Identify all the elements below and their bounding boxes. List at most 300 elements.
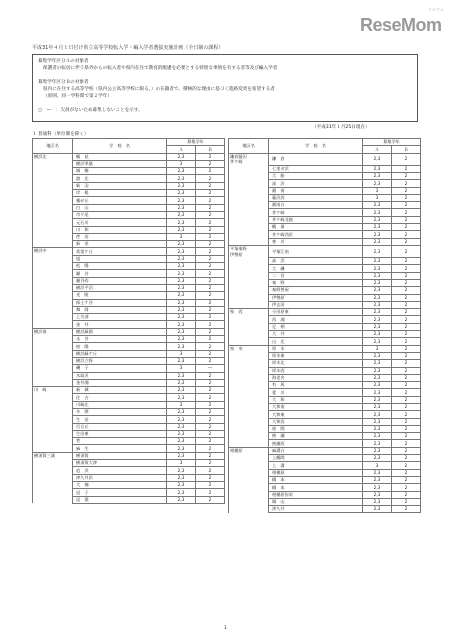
table-row (229, 209, 421, 216)
grade-b: 2 (392, 301, 421, 308)
grade-b: 2 (392, 455, 421, 462)
grade-a: 2,3 (363, 338, 392, 345)
school-name: 瀬谷西 (73, 277, 167, 284)
grade-a: 2,3 (167, 408, 196, 415)
school-name: 菅 (73, 438, 167, 445)
table-row (33, 190, 225, 197)
grade-a: 2,3 (167, 423, 196, 430)
grade-a: 2,3 (167, 489, 196, 496)
grade-b: 2 (196, 430, 225, 437)
school-name: 鶴 見 (73, 153, 167, 160)
grade-b: 2 (392, 338, 421, 345)
area-name: 鎌倉藤沢 茅ケ崎 (229, 153, 269, 165)
grade-a: 2,3 (363, 396, 392, 403)
grade-a: 2,3 (167, 379, 196, 386)
school-name: 厚 木 (269, 345, 363, 352)
grade-a: 3 (167, 350, 196, 357)
notes-line: 保護者の転居に伴う県外からの転入者や県内在住で教育的配慮を必要とする特別な事情を有する者等及び編入学者 (43, 66, 278, 71)
school-name: 平塚江南 (269, 245, 363, 257)
table-row (229, 301, 421, 308)
table-row (229, 216, 421, 223)
grade-b: 2 (392, 382, 421, 389)
grade-b: 2 (392, 462, 421, 469)
grade-a: 2,3 (167, 153, 196, 160)
grade-b: 2 (392, 287, 421, 294)
grade-a: 2,3 (363, 433, 392, 440)
grade-b: 2 (392, 265, 421, 272)
school-name: 小田原東 (269, 309, 363, 316)
school-name: 瀬 谷 (73, 270, 167, 277)
document-title: 平成31年４月１日付け県立高等学校転入学・編入学者選抜実施計画（全日制の課程） (32, 45, 224, 51)
notes-line: 募集学年区分Ｂの対象者 (38, 80, 89, 85)
grade-b: 2 (196, 357, 225, 364)
grade-a: 2,3 (167, 357, 196, 364)
grade-a: 2,3 (363, 172, 392, 179)
grade-a: 2,3 (167, 445, 196, 452)
grade-a: 2,3 (363, 447, 392, 454)
table-row (33, 219, 225, 226)
grade-a: 2,3 (363, 209, 392, 216)
table-row (229, 345, 421, 352)
table-row (33, 474, 225, 481)
grade-a: 2,3 (363, 294, 392, 301)
grade-a: 2,3 (363, 323, 392, 330)
school-name: 高 浜 (269, 258, 363, 265)
area-name: 横須賀三浦 (33, 452, 73, 459)
grade-b: 2 (196, 306, 225, 313)
grade-b: 2 (392, 209, 421, 216)
area-name: 平塚秦野 伊勢原 (229, 245, 269, 257)
grade-b: 2 (196, 467, 225, 474)
grade-a: 3 (167, 160, 196, 167)
table-row (33, 438, 225, 445)
area-name: 横浜中 (33, 248, 73, 255)
grade-b: 2 (196, 292, 225, 299)
school-name: 横須賀大津 (73, 460, 167, 467)
grade-a: 3 (363, 194, 392, 201)
grade-b: 2 (196, 299, 225, 306)
grade-a: 2,3 (167, 204, 196, 211)
table-row (229, 231, 421, 238)
school-name: 大 楠 (73, 481, 167, 488)
grade-b: 2 (196, 496, 225, 503)
grade-b: 2 (392, 272, 421, 279)
grade-a: 2,3 (167, 438, 196, 445)
table-row (33, 408, 225, 415)
table-row (33, 489, 225, 496)
logo-text: ReseMom (360, 15, 442, 35)
grade-a: 2,3 (363, 265, 392, 272)
table-row (33, 226, 225, 233)
grade-a: 2,3 (167, 211, 196, 218)
grade-a: 2,3 (167, 219, 196, 226)
grade-a: 2,3 (363, 180, 392, 187)
table-row (229, 469, 421, 476)
grade-a: 2,3 (167, 182, 196, 189)
school-name: 川崎北 (73, 401, 167, 408)
table-row (229, 396, 421, 403)
grade-a: 2,3 (363, 287, 392, 294)
school-table-left (32, 138, 225, 504)
header-grade: 募集学年 (167, 139, 225, 146)
notes-box (32, 54, 418, 122)
table-row (229, 165, 421, 172)
grade-a: 2,3 (363, 469, 392, 476)
school-name: 横浜翠嵐 (73, 160, 167, 167)
grade-b: 2 (196, 489, 225, 496)
header-grade: 募集学年 (363, 139, 421, 146)
grade-b: 2 (196, 284, 225, 291)
school-name: 山 北 (269, 338, 363, 345)
school-name: 大和南 (269, 403, 363, 410)
table-row (229, 425, 421, 432)
school-name: 厚木北 (269, 360, 363, 367)
grade-b: 2 (392, 216, 421, 223)
table-row (33, 336, 225, 343)
school-name: 座 間 (269, 425, 363, 432)
notes-line (38, 72, 412, 79)
grade-b: 2 (392, 172, 421, 179)
school-name: 秦 野 (269, 279, 363, 286)
grade-a: 2,3 (363, 506, 392, 513)
table-row (33, 394, 225, 401)
as-of-date: （平成31年１月25日現在） (312, 125, 370, 130)
grade-b: 2 (196, 481, 225, 488)
table-row (229, 202, 421, 209)
grade-a: 2,3 (167, 336, 196, 343)
grade-a: 2,3 (363, 316, 392, 323)
table-row (33, 314, 225, 321)
school-name: 横浜緑園 (73, 328, 167, 335)
school-name: 鎌 倉 (269, 153, 363, 165)
resemom-logo (360, 7, 444, 36)
header-school: 学 校 名 (269, 139, 363, 154)
grade-a: 2,3 (167, 467, 196, 474)
table-row (229, 462, 421, 469)
grade-b: 2 (392, 323, 421, 330)
page-number: 1 (224, 626, 227, 631)
grade-b: 2 (196, 408, 225, 415)
school-name: 津久井浜 (73, 474, 167, 481)
grade-b: 2 (196, 460, 225, 467)
notes-line (38, 100, 412, 107)
school-name: 秦野曽屋 (269, 287, 363, 294)
table-row (33, 168, 225, 175)
table-row (33, 496, 225, 503)
grade-b: 2 (196, 160, 225, 167)
grade-b: 2 (196, 379, 225, 386)
table-row (33, 175, 225, 182)
school-name: 大 和 (269, 396, 363, 403)
school-name: 足 柄 (269, 323, 363, 330)
grade-b: 2 (392, 180, 421, 187)
school-name: 希望ケ丘 (73, 248, 167, 255)
school-name: 霧が丘 (73, 197, 167, 204)
grade-b: 2 (196, 255, 225, 262)
school-name: 新 城 (73, 387, 167, 394)
table-row (33, 328, 225, 335)
table-row (33, 270, 225, 277)
area-name: 相模原 (229, 447, 269, 454)
school-name: 逗 子 (73, 489, 167, 496)
school-name: 白 山 (73, 204, 167, 211)
grade-a: 2,3 (167, 175, 196, 182)
grade-a: 2,3 (363, 491, 392, 498)
school-name: 旭 (73, 255, 167, 262)
area-name: 横浜北 (33, 153, 73, 160)
area-name: 横浜南 (33, 328, 73, 335)
grade-a: 2,3 (167, 321, 196, 328)
grade-b: 2 (392, 294, 421, 301)
school-name: 有 馬 (269, 382, 363, 389)
grade-a: 2,3 (167, 387, 196, 394)
table-row (33, 284, 225, 291)
table-row (33, 211, 225, 218)
school-name: 大和西 (269, 418, 363, 425)
grade-b: 2 (196, 241, 225, 248)
grade-b: 2 (392, 202, 421, 209)
grade-a: 2,3 (167, 452, 196, 459)
table-row (229, 287, 421, 294)
school-name: 上矢部 (73, 314, 167, 321)
table-row (229, 309, 421, 316)
grade-b: 2 (392, 279, 421, 286)
grade-b: 2 (196, 219, 225, 226)
grade-b: 2 (196, 328, 225, 335)
school-name: 新 栄 (73, 241, 167, 248)
table-row (229, 265, 421, 272)
grade-b: 2 (392, 374, 421, 381)
table-row (33, 452, 225, 459)
school-name: 厚木西 (269, 367, 363, 374)
grade-b: 2 (392, 231, 421, 238)
table-row (229, 418, 421, 425)
table-row (33, 321, 225, 328)
table-row (33, 387, 225, 394)
grade-b: 2 (392, 331, 421, 338)
school-table-right (228, 138, 421, 513)
school-name: 舞 岡 (73, 306, 167, 313)
grade-b: 2 (196, 233, 225, 240)
grade-b: 2 (392, 491, 421, 498)
table-row (229, 153, 421, 165)
table-row (229, 491, 421, 498)
table-row (229, 360, 421, 367)
grade-b: 2 (196, 277, 225, 284)
grade-b: 2 (392, 316, 421, 323)
grade-a: 2,3 (363, 224, 392, 231)
grade-a: 2,3 (363, 374, 392, 381)
school-name: 柏 陽 (73, 343, 167, 350)
grade-a: 2,3 (363, 403, 392, 410)
school-name: 大 井 (269, 331, 363, 338)
table-row (33, 197, 225, 204)
table-row (229, 476, 421, 483)
grade-a: 2,3 (167, 277, 196, 284)
table-row (229, 447, 421, 454)
grade-a: 2,3 (167, 226, 196, 233)
grade-b: 2 (196, 153, 225, 160)
school-name: 市ケ尾 (73, 211, 167, 218)
grade-a: 2,3 (363, 238, 392, 245)
grade-a: 2,3 (167, 168, 196, 175)
grade-a: 2,3 (167, 394, 196, 401)
school-name: 橋 本 (269, 476, 363, 483)
school-name: 追 浜 (73, 467, 167, 474)
grade-b: 2 (196, 248, 225, 255)
notes-line: 県内に在住する高等学校（県内公立高等学校に限る。）の在籍者で、積極的な理由に基づく進路変更を希望する者 (43, 87, 275, 92)
school-name: 西 湘 (269, 316, 363, 323)
notes-line: ○ ― ：欠員がないため募集しないことを示す。 (38, 108, 143, 113)
table-row (229, 440, 421, 447)
grade-a: 2,3 (363, 309, 392, 316)
grade-b: 2 (196, 211, 225, 218)
grade-a: 2,3 (363, 258, 392, 265)
table-row (229, 389, 421, 396)
table-row (33, 365, 225, 372)
grade-b: 2 (196, 416, 225, 423)
table-row (229, 338, 421, 345)
grade-a: 3 (363, 345, 392, 352)
grade-a: 2,3 (363, 216, 392, 223)
table-row (33, 241, 225, 248)
table-row (33, 299, 225, 306)
grade-b: ― (196, 365, 225, 372)
table-row (229, 455, 421, 462)
grade-a: 3 (363, 187, 392, 194)
grade-b: 2 (392, 411, 421, 418)
grade-b: 2 (392, 389, 421, 396)
grade-b: 2 (196, 226, 225, 233)
grade-b: 2 (196, 190, 225, 197)
table-row (33, 401, 225, 408)
grade-b: 2 (392, 345, 421, 352)
grade-a: 2,3 (167, 197, 196, 204)
grade-b: 2 (392, 396, 421, 403)
table-row (229, 403, 421, 410)
school-name: 磯 子 (73, 365, 167, 372)
table-row (33, 343, 225, 350)
table-row (229, 180, 421, 187)
school-name: 鶴 嶺 (269, 224, 363, 231)
school-name: 湘 南 (269, 187, 363, 194)
grade-a: 2,3 (167, 292, 196, 299)
grade-b: 2 (392, 165, 421, 172)
school-name: 元石川 (73, 219, 167, 226)
table-row (33, 467, 225, 474)
school-name: 新 羽 (73, 182, 167, 189)
grade-b: 2 (196, 168, 225, 175)
school-name: 大 磯 (269, 265, 363, 272)
table-row (33, 372, 225, 379)
grade-b: 2 (392, 498, 421, 505)
grade-b: 2 (196, 401, 225, 408)
school-name: 伊志田 (269, 301, 363, 308)
school-name: 麻溝台 (269, 447, 363, 454)
school-name: 茅ケ崎西浜 (269, 231, 363, 238)
grade-b: 2 (392, 469, 421, 476)
school-name: 伊勢原 (269, 294, 363, 301)
table-row (33, 160, 225, 167)
header-b: Ｂ (196, 146, 225, 153)
grade-a: 2,3 (167, 270, 196, 277)
table-row (229, 172, 421, 179)
school-name: 寒 川 (269, 238, 363, 245)
table-row (33, 423, 225, 430)
grade-a: 3 (363, 462, 392, 469)
grade-a: 2,3 (167, 255, 196, 262)
school-name: 横浜立野 (73, 357, 167, 364)
grade-a: 2,3 (363, 476, 392, 483)
grade-b: 2 (196, 263, 225, 270)
grade-b: 2 (196, 474, 225, 481)
school-name: 綾瀬西 (269, 440, 363, 447)
grade-a: 2,3 (167, 284, 196, 291)
header-school: 学 校 名 (73, 139, 167, 154)
grade-a: 2,3 (363, 382, 392, 389)
school-name: 二 宮 (269, 272, 363, 279)
grade-a: 2,3 (363, 425, 392, 432)
school-name: 茅ケ崎北陵 (269, 216, 363, 223)
grade-b: 2 (392, 367, 421, 374)
grade-b: 2 (196, 350, 225, 357)
table-row (33, 263, 225, 270)
grade-a: 2,3 (363, 440, 392, 447)
grade-a: 2,3 (167, 430, 196, 437)
school-name: 港 北 (73, 175, 167, 182)
grade-b: 2 (392, 194, 421, 201)
grade-a: 2,3 (167, 299, 196, 306)
grade-a: 2,3 (167, 474, 196, 481)
school-name: 川 和 (73, 226, 167, 233)
grade-b: 2 (196, 438, 225, 445)
grade-a: 2,3 (167, 248, 196, 255)
table-row (229, 294, 421, 301)
header-area: 地区名 (33, 139, 73, 154)
grade-b: 2 (196, 343, 225, 350)
grade-a: 2,3 (167, 343, 196, 350)
school-name: 光 陵 (73, 292, 167, 299)
table-row (229, 238, 421, 245)
grade-b: 2 (196, 387, 225, 394)
grade-a: 2,3 (167, 314, 196, 321)
table-row (33, 445, 225, 452)
school-name: 相模原弥栄 (269, 491, 363, 498)
grade-b: 2 (392, 224, 421, 231)
grade-a: 2,3 (363, 245, 392, 257)
school-name: 逗 葉 (73, 496, 167, 503)
school-name: 多 摩 (73, 408, 167, 415)
school-name: 城 山 (269, 498, 363, 505)
grade-a: 2,3 (363, 279, 392, 286)
table-row (229, 245, 421, 257)
table-row (229, 498, 421, 505)
grade-a: 2,3 (167, 496, 196, 503)
grade-b: 2 (196, 452, 225, 459)
grade-a: 2,3 (363, 301, 392, 308)
grade-b: 2 (392, 153, 421, 165)
grade-a: 2,3 (363, 331, 392, 338)
table-row (229, 272, 421, 279)
school-name: 橋 本 (269, 484, 363, 491)
notes-line: （原則、同一学科間で第２学年） (43, 94, 112, 99)
grade-a: 2,3 (363, 418, 392, 425)
table-row (33, 255, 225, 262)
school-name: 金 井 (73, 321, 167, 328)
school-name: 綾 瀬 (269, 433, 363, 440)
grade-b: 2 (392, 352, 421, 359)
grade-b: 2 (392, 238, 421, 245)
